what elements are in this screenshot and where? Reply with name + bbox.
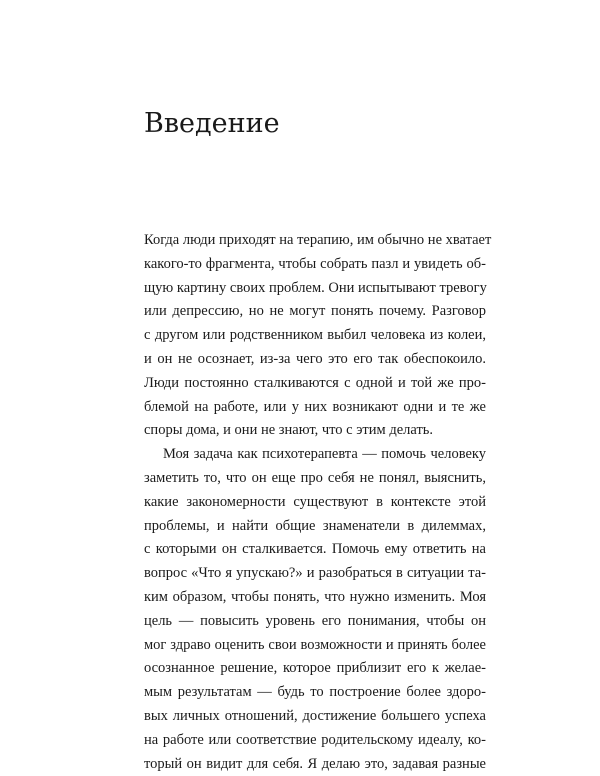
paragraph-1 bbox=[144, 229, 492, 443]
text-line: мым результатам — будь то построение более здоро- bbox=[144, 684, 486, 701]
text-line: щую картину своих проблем. Они испытывают тревогу bbox=[144, 279, 487, 296]
text-line: с другом или родственником выбил человека из колеи, bbox=[144, 327, 486, 344]
text-line: и он не осознает, из-за чего это его так обеспокоило. bbox=[144, 350, 486, 367]
text-line: торый он видит для себя. Я делаю это, задавая разные bbox=[144, 755, 486, 772]
text-line: заметить то, что он еще про себя не понял, выяснить, bbox=[144, 469, 486, 486]
text-line: споры дома, и они не знают, что с этим делать. bbox=[144, 422, 434, 439]
text-line: с которыми он сталкивается. Помочь ему ответить на bbox=[144, 541, 486, 558]
text-line: осознанное решение, которое приблизит его к желае- bbox=[144, 660, 486, 677]
text-line: какого-то фрагмента, чтобы собрать пазл и увидеть об- bbox=[144, 255, 486, 272]
text-line: вопрос «Что я упускаю?» и разобраться в ситуации та- bbox=[144, 565, 486, 582]
body-text bbox=[144, 229, 492, 776]
text-line: или депрессию, но не могут понять почему. Разговор bbox=[144, 303, 486, 320]
text-line: Моя задача как психотерапевта — помочь человеку bbox=[163, 446, 486, 463]
paragraph-2 bbox=[144, 443, 486, 776]
text-line: проблемы, и найти общие знаменатели в дилеммах, bbox=[144, 517, 486, 534]
text-line: вых личных отношений, достижение большего успеха bbox=[144, 707, 486, 724]
text-line: Люди постоянно сталкиваются с одной и той же про- bbox=[144, 374, 486, 391]
text-line: Когда люди приходят на терапию, им обычно не хватает bbox=[144, 232, 492, 248]
text-line: какие закономерности существуют в контексте этой bbox=[144, 493, 486, 510]
text-line: на работе или соответствие родительскому идеалу, ко- bbox=[144, 731, 486, 748]
text-line: ким образом, чтобы понять, что нужно изменить. Моя bbox=[144, 588, 486, 605]
text-line: мог здраво оценить свои возможности и принять более bbox=[144, 636, 486, 653]
chapter-title: Введение bbox=[144, 108, 280, 139]
text-line: блемой на работе, или у них возникают одни и те же bbox=[144, 398, 486, 415]
text-line: цель — повысить уровень его понимания, чтобы он bbox=[144, 612, 486, 629]
